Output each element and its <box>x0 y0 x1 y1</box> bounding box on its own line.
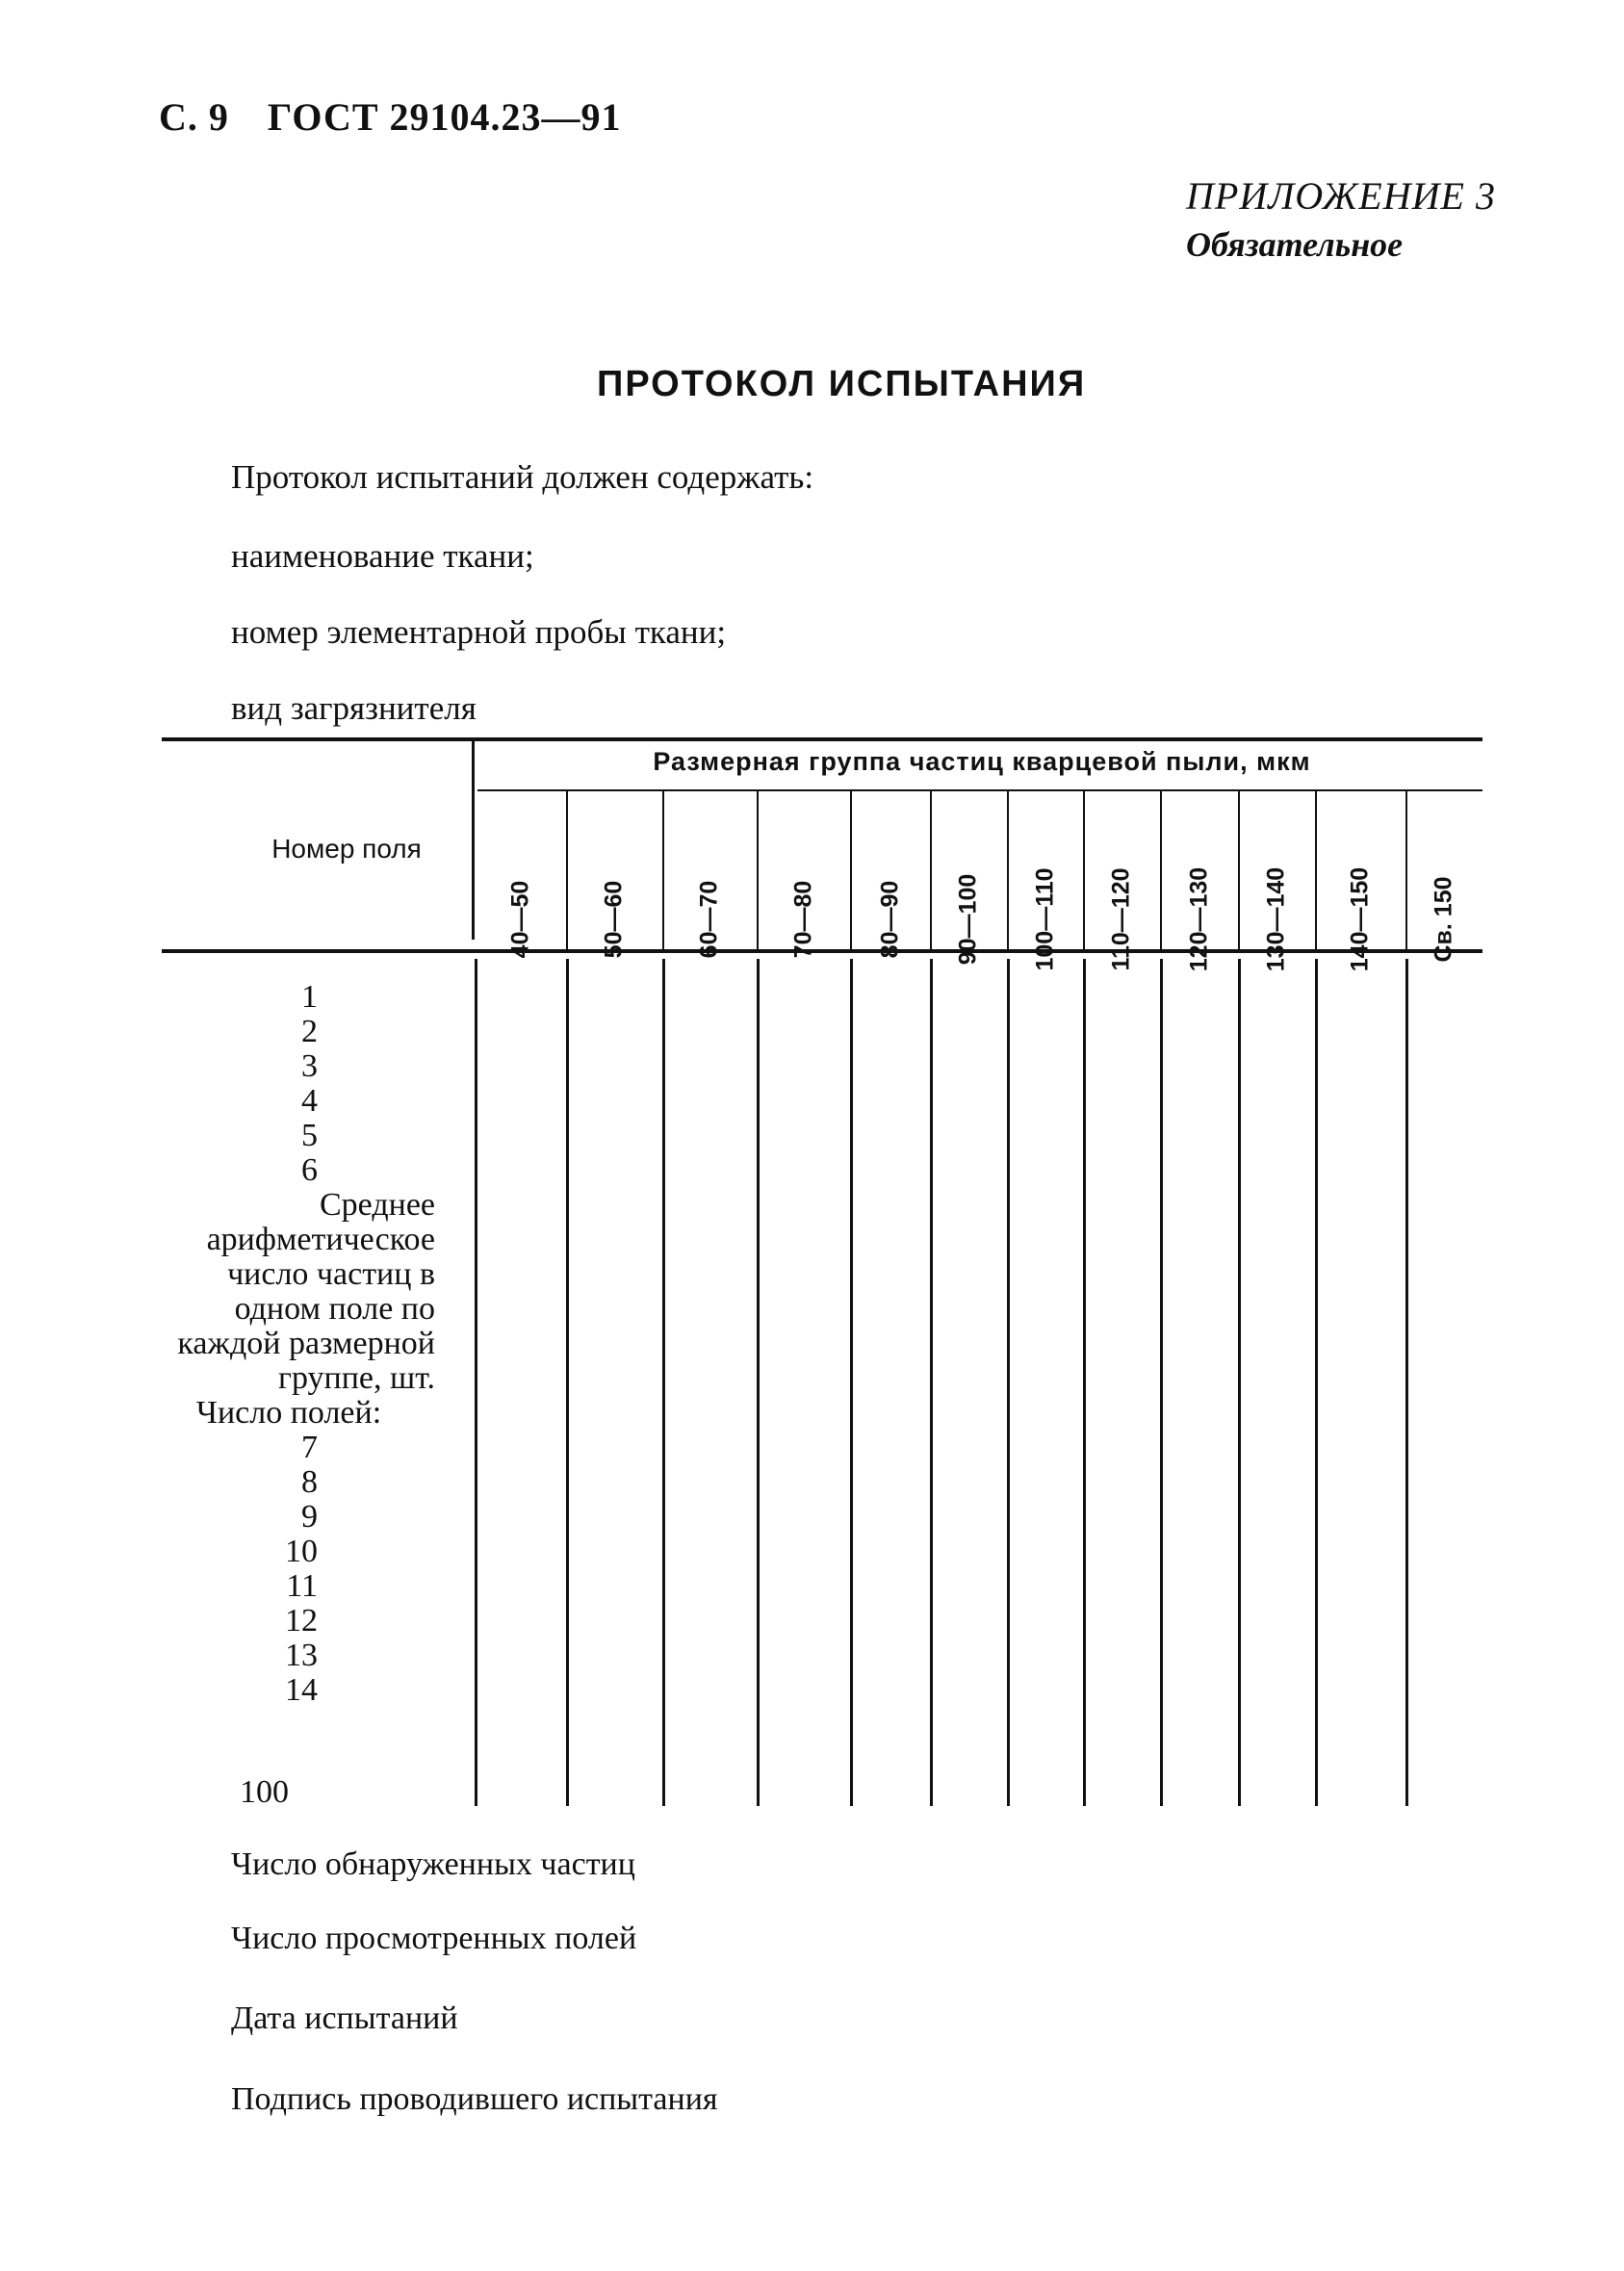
body-column-divider <box>850 959 853 1806</box>
body-column-divider <box>566 959 569 1806</box>
header-column-divider <box>1315 791 1317 949</box>
intro-line: номер элементарной пробы ткани; <box>231 613 727 651</box>
page-header <box>159 94 622 140</box>
header-column-divider <box>1083 791 1085 949</box>
size-column-label: Св. 150 <box>1430 876 1457 963</box>
footer-line: Число обнаруженных частиц <box>231 1846 635 1882</box>
body-column-divider <box>1405 959 1408 1806</box>
body-column-divider <box>1160 959 1163 1806</box>
body-column-divider <box>757 959 760 1806</box>
appendix-label <box>1186 173 1496 265</box>
header-column-divider <box>1007 791 1009 949</box>
size-column-label: 90—100 <box>954 873 982 966</box>
size-column-label: 50—60 <box>600 880 628 959</box>
row-number: 7 <box>301 1430 318 1465</box>
row-number: 9 <box>301 1499 318 1535</box>
row-number: 100 <box>240 1774 289 1810</box>
header-column-divider <box>566 791 568 949</box>
average-label: Среднее арифметическое число частиц в одном поле по каждой размерной группе, шт. <box>177 1187 435 1396</box>
body-column-divider <box>475 959 477 1806</box>
group-header-rule <box>477 789 1482 791</box>
row-labels <box>164 980 452 1810</box>
size-column-label: 40—50 <box>506 880 533 959</box>
row-number: 1 <box>301 979 318 1015</box>
body-column-divider <box>1238 959 1241 1806</box>
field-column-divider <box>472 741 475 940</box>
row-number: 5 <box>301 1118 318 1153</box>
row-number: 11 <box>286 1568 318 1604</box>
header-column-divider <box>662 791 664 949</box>
group-header: Размерная группа частиц кварцевой пыли, мкм <box>653 747 1311 776</box>
intro-line: вид загрязнителя <box>231 689 477 727</box>
size-column-label: 120—130 <box>1185 866 1212 972</box>
row-number: 2 <box>301 1014 318 1049</box>
size-column-label: 110—120 <box>1107 867 1135 971</box>
header-column-divider <box>930 791 932 949</box>
fields-count-label: Число полей: <box>195 1395 382 1431</box>
body-column-divider <box>930 959 933 1806</box>
row-number: 13 <box>285 1638 318 1673</box>
footer-line: Дата испытаний <box>231 2000 458 2036</box>
appendix-title: ПРИЛОЖЕНИЕ 3 <box>1186 174 1496 218</box>
field-column-header: Номер поля <box>271 834 422 864</box>
size-column-label: 130—140 <box>1262 866 1290 972</box>
row-number: 14 <box>285 1672 318 1708</box>
row-number: 10 <box>285 1534 318 1569</box>
body-column-divider <box>1083 959 1086 1806</box>
size-column-label: 70—80 <box>789 880 816 959</box>
row-number: 3 <box>301 1048 318 1084</box>
body-column-divider <box>1007 959 1010 1806</box>
intro-line: Протокол испытаний должен содержать: <box>231 458 814 496</box>
row-number: 12 <box>285 1603 318 1639</box>
header-column-divider <box>757 791 759 949</box>
header-column-divider <box>1160 791 1162 949</box>
size-column-label: 100—110 <box>1031 867 1058 971</box>
table-top-rule <box>162 737 1482 741</box>
footer-line: Подпись проводившего испытания <box>231 2081 718 2117</box>
standard-code: ГОСТ 29104.23—91 <box>267 95 622 139</box>
footer-line: Число просмотренных полей <box>231 1921 637 1956</box>
header-column-divider <box>850 791 852 949</box>
row-number: 8 <box>301 1464 318 1500</box>
row-number: 6 <box>301 1152 318 1188</box>
intro-line: наименование ткани; <box>231 537 534 575</box>
size-column-label: 140—150 <box>1346 866 1374 972</box>
body-column-divider <box>1315 959 1318 1806</box>
size-column-label: 60—70 <box>695 880 723 959</box>
body-column-divider <box>662 959 665 1806</box>
header-column-divider <box>1238 791 1240 949</box>
header-column-divider <box>1405 791 1407 949</box>
document-title: ПРОТОКОЛ ИСПЫТАНИЯ <box>597 364 1087 404</box>
appendix-status: Обязательное <box>1186 225 1404 264</box>
size-column-label: 80—90 <box>876 880 903 959</box>
row-number: 4 <box>301 1083 318 1119</box>
page-number: С. 9 <box>159 95 229 139</box>
